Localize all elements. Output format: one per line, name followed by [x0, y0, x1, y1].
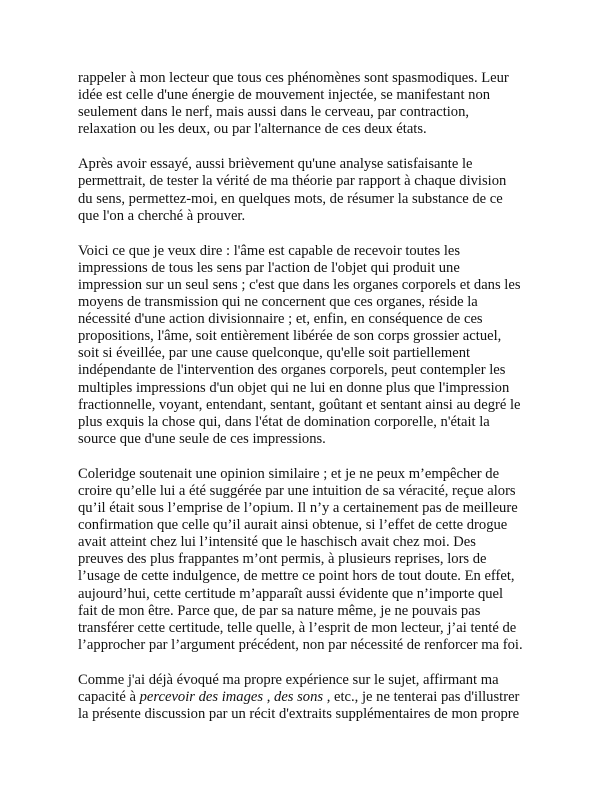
text-line: [78, 500, 540, 517]
text-segment: plus exquis la chose qui, dans l'état de domination corporelle, n'était la: [78, 413, 490, 430]
text-line: [78, 260, 540, 277]
text-segment: croire qu’elle lui a été suggérée par une intuition de sa véracité, reçue alors: [78, 482, 516, 499]
text-segment: preuves des plus frappantes m’ont permis, à plusieurs reprises, lors de: [78, 551, 487, 568]
text-segment: moyens de transmission qui ne concernent que ces organes, réside la: [78, 294, 478, 311]
text-line: [78, 87, 540, 104]
italic-text-segment: percevoir des images: [139, 689, 264, 705]
text-segment: Voici ce que je veux dire : l'âme est capable de recevoir toutes les: [78, 242, 461, 259]
paragraph: [78, 466, 540, 654]
text-line: [78, 243, 540, 260]
paragraph: [78, 70, 540, 138]
text-line: [78, 637, 540, 654]
text-segment: qu’il était sous l’emprise de l’opium. Il n’y a certainement pas de meilleure: [78, 500, 518, 517]
text-segment: Coleridge soutenait une opinion similaire ; et je ne peux m’empêcher de: [78, 465, 500, 482]
text-segment: aujourd’hui, cette certitude m’apparaît aussi évidente que n’importe quel: [78, 585, 504, 602]
text-line: [78, 277, 540, 294]
text-segment: seulement dans le nerf, mais aussi dans le cerveau, par contraction,: [78, 104, 470, 121]
text-line: [78, 603, 540, 620]
text-segment: l’usage de cette indulgence, de mettre ce point hors de tout doute. En effet,: [78, 568, 515, 585]
text-segment: relaxation ou les deux, ou par l'alternance de ces deux états.: [78, 121, 427, 138]
text-segment: impression sur un seul sens ; c'est que dans les organes corporels et dans les: [78, 276, 521, 293]
text-segment: avait atteint chez lui l’intensité que le haschisch avait chez moi. Des: [78, 534, 476, 551]
text-line: [78, 208, 540, 225]
text-line: [78, 397, 540, 414]
text-segment: ,: [263, 689, 275, 705]
italic-text-segment: des sons: [274, 689, 324, 705]
text-segment: rappeler à mon lecteur que tous ces phénomènes sont spasmodiques. Leur: [78, 70, 509, 86]
text-line: [78, 414, 540, 431]
text-line: [78, 104, 540, 121]
text-segment: Après avoir essayé, aussi brièvement qu'une analyse satisfaisante le: [78, 156, 473, 173]
text-line: [78, 121, 540, 138]
text-segment: multiples impressions d'un objet qui ne lui en donne plus que l'impression: [78, 379, 510, 396]
text-line: [78, 173, 540, 190]
text-line: [78, 345, 540, 362]
text-segment: impressions de tous les sens par l'action de l'objet qui produit une: [78, 259, 460, 276]
text-line: [78, 672, 540, 689]
text-segment: capacité à: [78, 689, 140, 705]
text-line: [78, 191, 540, 208]
text-segment: propositions, l'âme, soit entièrement libérée de son corps grossier actuel,: [78, 328, 502, 345]
text-line: [78, 156, 540, 173]
text-line: [78, 517, 540, 534]
text-line: [78, 568, 540, 585]
text-line: [78, 466, 540, 483]
text-line: [78, 483, 540, 500]
text-line: [78, 551, 540, 568]
text-segment: l’approcher par l’argument précédent, non par nécessité de renforcer ma foi.: [78, 636, 523, 653]
text-segment: idée est celle d'une énergie de mouvement injectée, se manifestant non: [78, 87, 491, 104]
text-line: [78, 689, 540, 706]
text-line: [78, 362, 540, 379]
text-segment: soit si éveillée, par une cause quelconque, qu'elle soit partiellement: [78, 345, 471, 362]
text-line: [78, 380, 540, 397]
text-segment: la présente discussion par un récit d'extraits supplémentaires de mon propre: [78, 706, 520, 723]
text-line: [78, 534, 540, 551]
text-line: [78, 431, 540, 448]
document-body: [78, 70, 540, 741]
text-segment: Comme j'ai déjà évoqué ma propre expérience sur le sujet, affirmant ma: [78, 671, 499, 688]
text-line: [78, 328, 540, 345]
text-segment: du sens, permettez-moi, en quelques mots, de résumer la substance de ce: [78, 190, 503, 207]
text-line: [78, 70, 540, 87]
paragraph: [78, 243, 540, 448]
text-segment: nécessité d'une action divisionnaire ; et, enfin, en conséquence de ces: [78, 311, 483, 328]
text-line: [78, 294, 540, 311]
text-segment: fait de mon être. Parce que, de par sa nature même, je ne pouvais pas: [78, 602, 481, 619]
text-segment: fractionnelle, voyant, entendant, sentant, goûtant et sentant ainsi au degré le: [78, 396, 521, 413]
text-line: [78, 586, 540, 603]
text-segment: indépendante de l'intervention des organes corporels, peut contempler les: [78, 362, 506, 379]
paragraph: [78, 672, 540, 723]
text-line: [78, 311, 540, 328]
text-line: [78, 706, 540, 723]
text-segment: , etc., je ne tenterai pas d'illustrer: [323, 689, 520, 705]
paragraph: [78, 156, 540, 224]
text-segment: que l'on a cherché à prouver.: [78, 207, 246, 224]
text-line: [78, 620, 540, 637]
text-segment: transférer cette certitude, telle quelle, à l’esprit de mon lecteur, j’ai tenté de: [78, 619, 517, 636]
text-segment: confirmation que celle qu’il aurait ainsi obtenue, si l’effet de cette drogue: [78, 517, 508, 534]
text-segment: source que d'une seule de ces impressions.: [78, 430, 326, 447]
text-segment: permettrait, de tester la vérité de ma théorie par rapport à chaque division: [78, 173, 507, 190]
